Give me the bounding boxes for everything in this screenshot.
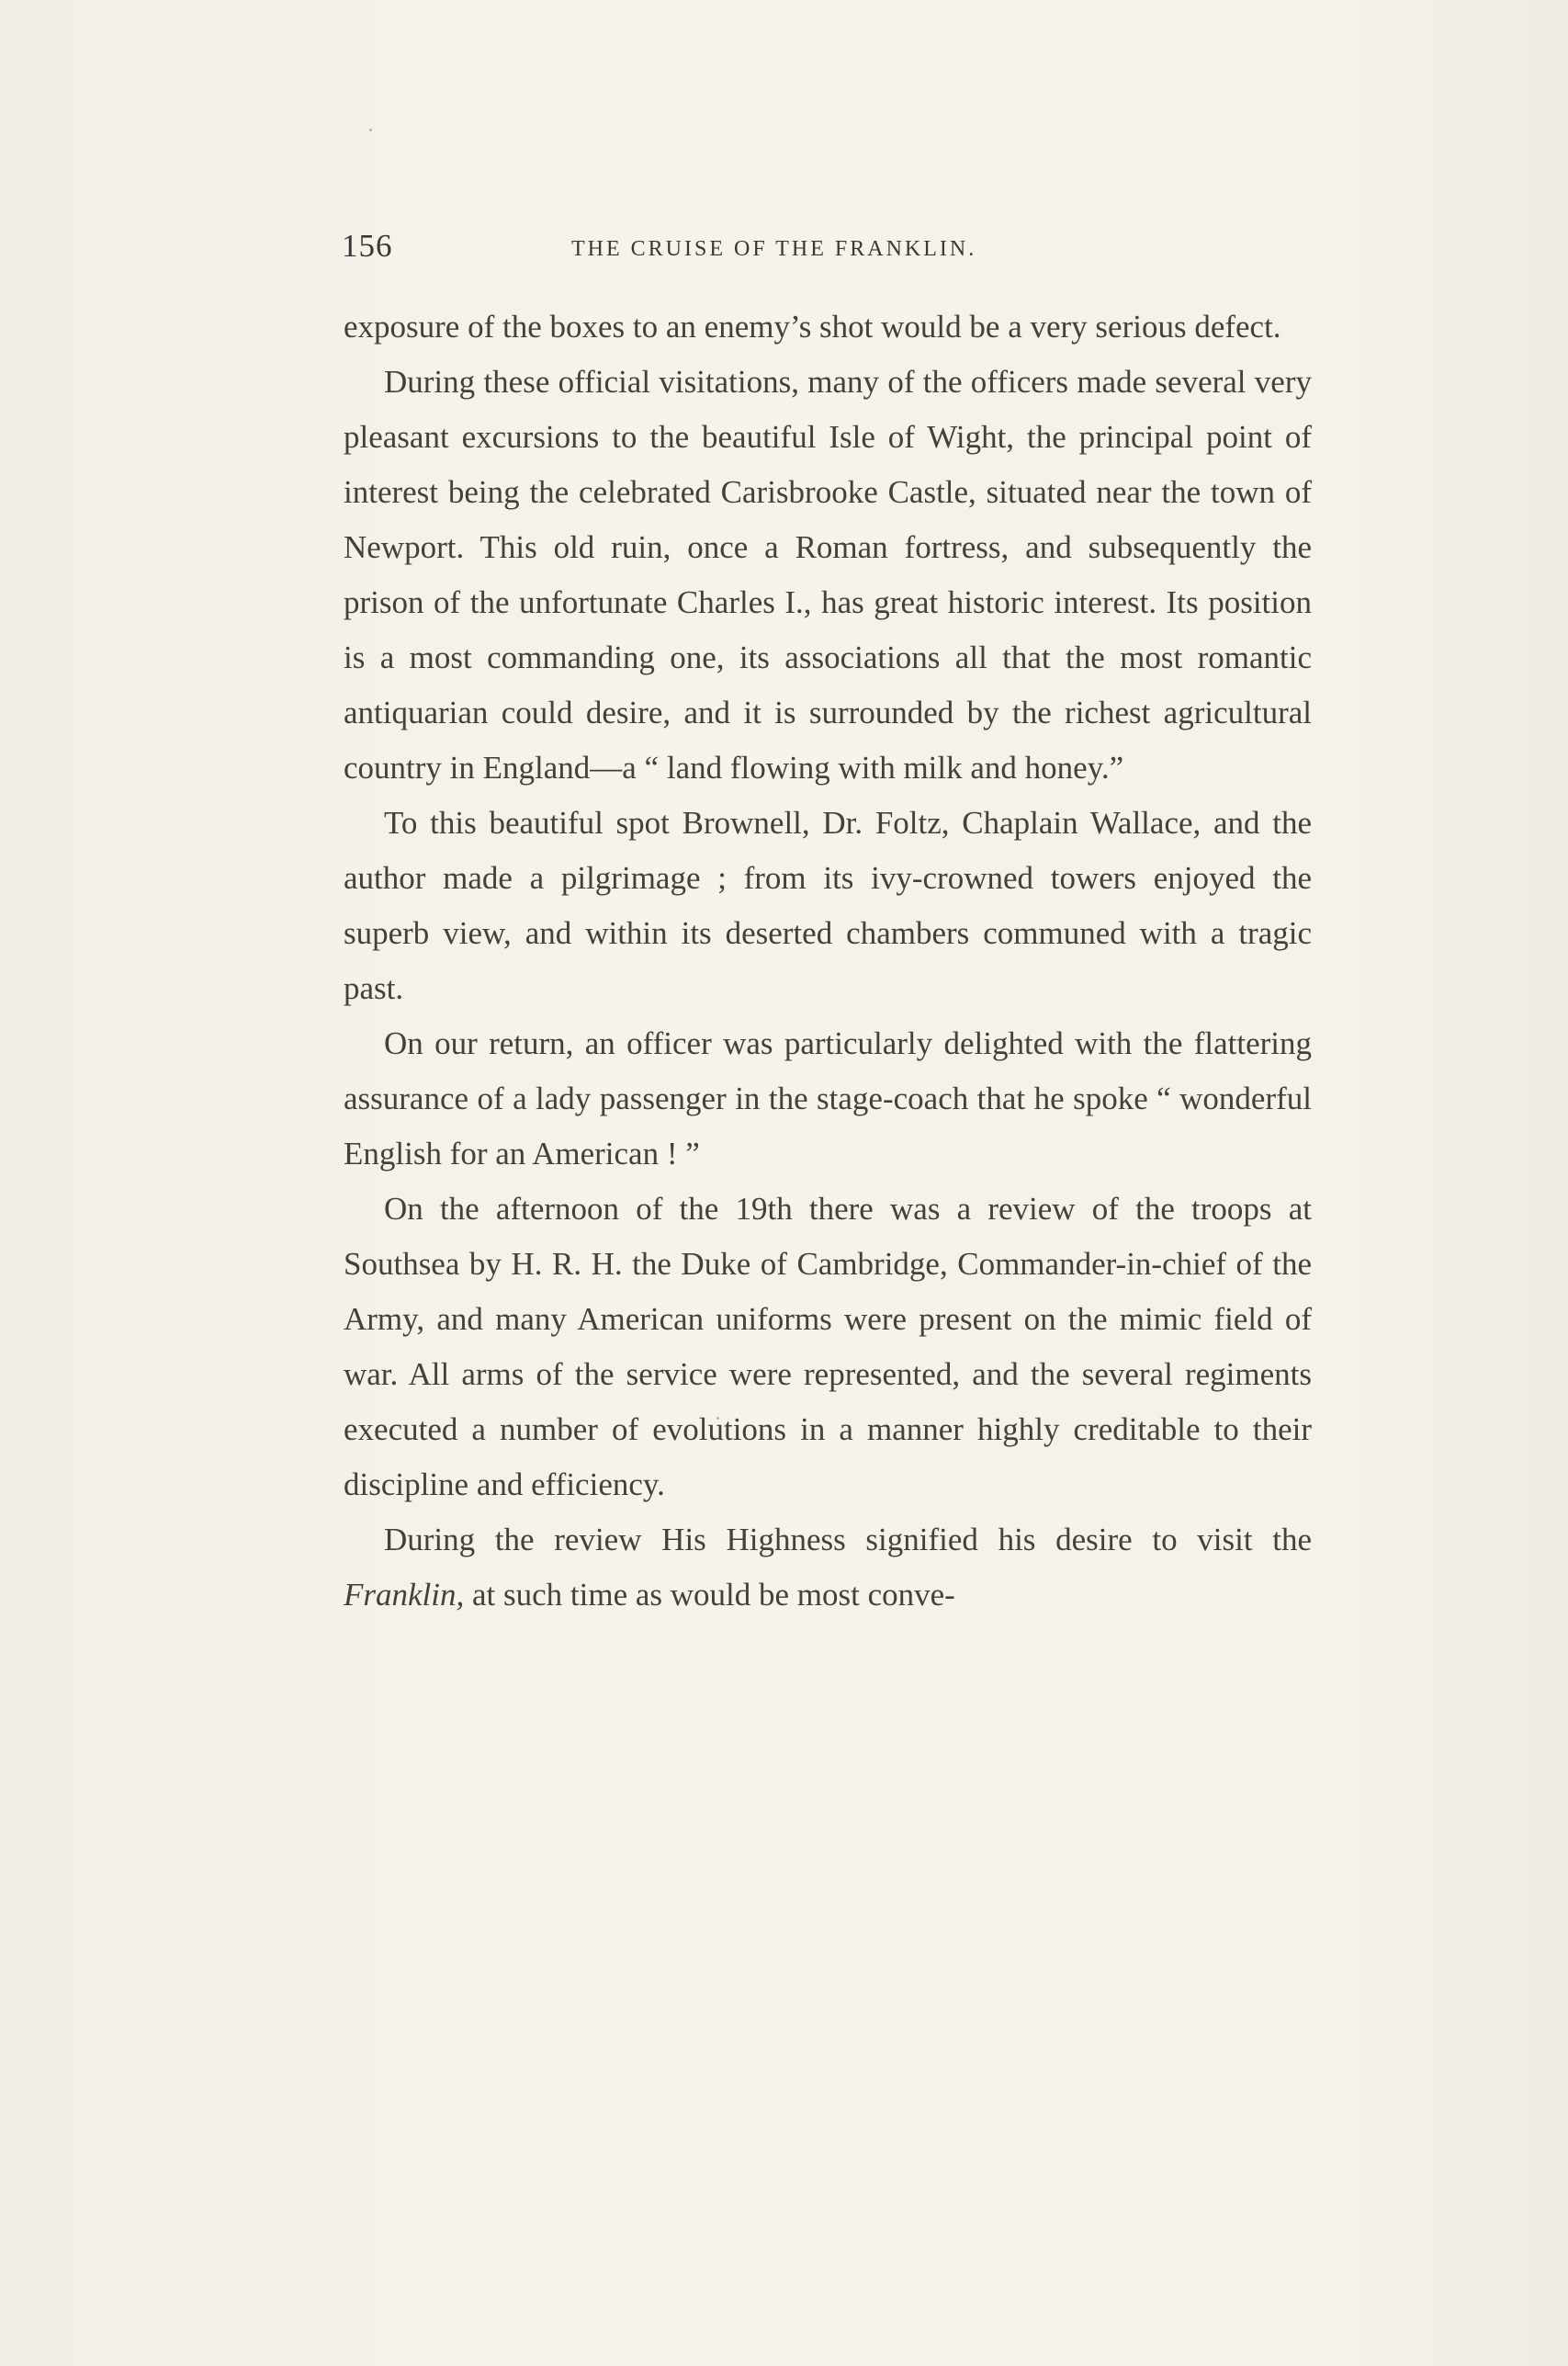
paragraph-pilgrimage: To this beautiful spot Brownell, Dr. Foltz, Chaplain Wallace, and the author made a pilgrimage ; from its ivy-crowned towers enjoyed the superb view, and within its deserted chambers communed with a tragic past.	[344, 805, 1312, 1006]
paragraph-stage-coach: On our return, an officer was particularly delighted with the flattering assurance of a lady passenger in the stage-coach that he spoke “ wonderful English for an American ! ”	[344, 1025, 1312, 1172]
paragraph-review-of-troops: On the afternoon of the 19th there was a review of the troops at Southsea by H. R. H. the Duke of Cambridge, Commander-in-chief of the Army, and many American uniforms were present on the mimic field of war. All arms of the service were represented, and the several regiments executed a number of evolutions in a manner highly creditable to their discipline and efficiency.	[344, 1191, 1312, 1502]
paragraph-text-after: at such time as would be most conve-	[464, 1577, 955, 1613]
paragraph-isle-of-wight: During these official visitations, many of the officers made several very pleasant excursions to the beautiful Isle of Wight, the principal point of interest being the celebrated Carisbrooke Castle, situated near the town of Newport. This old ruin, once a Roman fortress, and subsequently the prison of the unfortunate Charles I., has great historic interest. Its position is a most commanding one, its associations all that the most romantic antiquarian could desire, and it is surrounded by the richest agricultural country in England—a “ land flowing with milk and honey.”	[344, 364, 1312, 786]
paper-speck	[369, 129, 372, 131]
page-number: 156	[342, 228, 393, 264]
paragraph-text-before: During the review His Highness signified his desire to visit the	[384, 1522, 1312, 1557]
ship-name: Franklin,	[344, 1577, 465, 1613]
body-text	[344, 300, 1312, 1623]
paragraph-highness-visit	[344, 1512, 1312, 1623]
running-title: THE CRUISE OF THE FRANKLIN.	[571, 237, 977, 261]
running-head	[342, 228, 1315, 274]
paragraph-continuation: exposure of the boxes to an enemy’s shot would be a very serious defect.	[344, 309, 1281, 345]
